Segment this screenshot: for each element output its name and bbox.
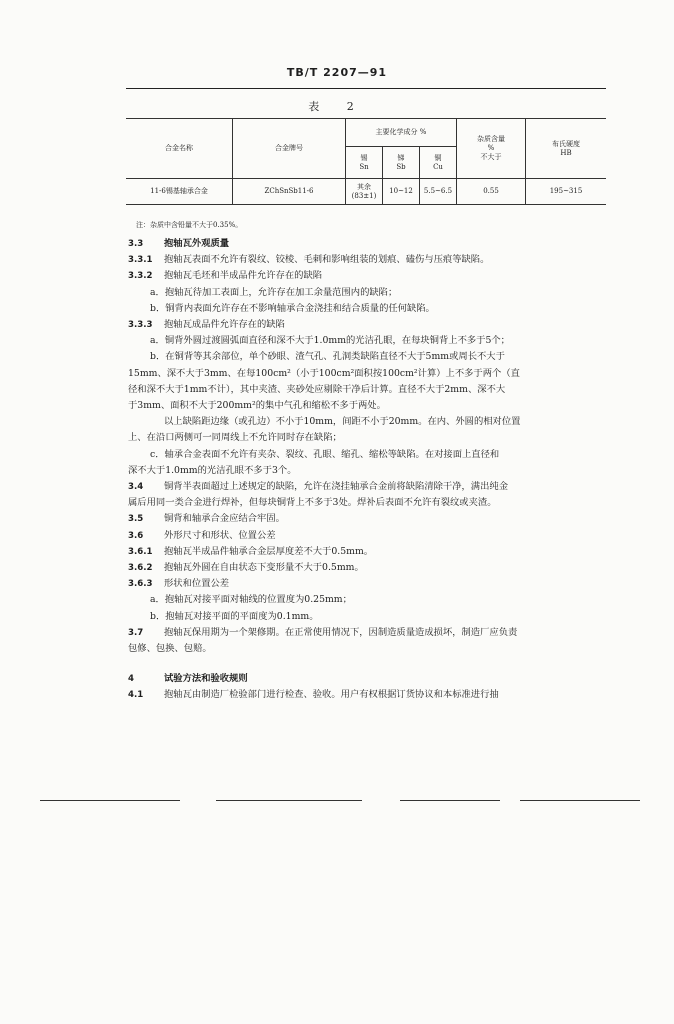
paragraph-line (128, 528, 606, 544)
cu-cn: 铜 (434, 153, 442, 162)
cell-sb: 10~12 (383, 179, 420, 205)
section-number: 3.3.3 (128, 320, 153, 331)
section-number: 4.1 (128, 690, 144, 701)
header-rule (126, 88, 606, 89)
cell-alloy-name: 11-6锡基轴承合金 (126, 179, 233, 205)
paragraph-line (128, 479, 606, 495)
cell-sn (346, 179, 383, 205)
paragraph-text: b．抱轴瓦对接平面的平面度为0.1mm。 (150, 610, 319, 622)
table-title: 表 2 (308, 100, 366, 113)
paragraph-text: 15mm、深不大于3mm、在每100cm²（小于100cm²面积按100cm²计算）上不多于两个（直 (128, 367, 520, 379)
paragraph-line (128, 382, 606, 398)
paragraph-line (128, 560, 606, 576)
cell-cu: 5.5~6.5 (420, 179, 457, 205)
impurity-note: 不大于 (480, 152, 502, 161)
paragraph-text: a．抱轴瓦对接平面对轴线的位置度为0.25mm； (150, 594, 352, 606)
paragraph-text: 于3mm、面积不大于200mm²的集中气孔和缩松不多于两处。 (128, 400, 386, 412)
col-header-impurity (457, 119, 526, 179)
paragraph-text: a．铜背外圆过渡圆弧面直径和深不大于1.0mm的光洁孔眼，在每块铜背上不多于5个； (150, 335, 510, 347)
paragraph-line (128, 349, 606, 365)
section-heading-text: 铜背半表面超过上述规定的缺陷，允许在浇挂轴承合金前将缺陷清除干净，满出纯金 (164, 481, 508, 493)
paragraph-line (128, 236, 606, 252)
impurity-label: 杂质含量 (477, 135, 505, 144)
divider-line (40, 800, 180, 801)
paragraph-line (128, 671, 606, 687)
col-header-hardness (526, 119, 607, 179)
table-note: 注：杂质中含铅量不大于0.35%。 (136, 221, 243, 229)
paragraph-text: 属后用同一类合金进行焊补，但每块铜背上不多于3处。焊补后表面不允许有裂纹或夹渣。 (128, 497, 497, 509)
paragraph-line (128, 463, 606, 479)
paragraph-line (128, 592, 606, 608)
paragraph-text: 深不大于1.0mm的光洁孔眼不多于3个。 (128, 464, 297, 476)
section-heading-text: 抱轴瓦成品件允许存在的缺陷 (164, 319, 285, 331)
paragraph-line (128, 398, 606, 414)
paragraph-line (128, 511, 606, 527)
paragraph-line (128, 414, 606, 430)
paragraph-line (128, 544, 606, 560)
col-header-main-composition: 主要化学成分 % (346, 119, 457, 147)
paragraph-text: 以上缺陷距边缘（或孔边）不小于10mm，间距不小于20mm。在内、外圆的相对位置 (164, 416, 521, 428)
alloy-composition-table (126, 118, 606, 205)
section-heading-text: 抱轴瓦表面不允许有裂纹、铰棱、毛刺和影响组装的划痕、磕伤与压痕等缺陷。 (164, 254, 490, 266)
divider-line (400, 800, 500, 801)
col-header-alloy-grade: 合金牌号 (233, 119, 346, 179)
paragraph-line (128, 268, 606, 284)
paragraph-line (128, 687, 606, 703)
section-heading-text: 形状和位置公差 (164, 578, 230, 590)
section-number: 3.7 (128, 627, 144, 638)
section-number: 3.5 (128, 514, 144, 525)
section-number: 3.6 (128, 530, 144, 541)
paragraph-line (128, 576, 606, 592)
sn-symbol: Sn (359, 162, 369, 171)
section-number: 3.3 (128, 239, 144, 249)
sub-header-sn (346, 147, 383, 179)
section-heading-text: 抱轴瓦外圆在自由状态下变形量不大于0.5mm。 (164, 562, 364, 574)
section-heading-text: 抱轴瓦外观质量 (164, 238, 230, 249)
section-number: 3.3.2 (128, 271, 153, 282)
sub-header-cu (420, 147, 457, 179)
paragraph-line (128, 430, 606, 446)
section-number: 3.4 (128, 482, 144, 493)
paragraph-line (128, 285, 606, 301)
paragraph-text: 上、在沿口两侧可一同周线上不允许同时存在缺陷； (128, 432, 342, 444)
hardness-unit: HB (560, 148, 572, 157)
sb-symbol: Sb (396, 162, 406, 171)
divider-line (520, 800, 640, 801)
section-heading-text: 抱轴瓦保用期为一个架修期。在正常使用情况下，因制造质量造成损坏，制造厂应负责 (164, 626, 518, 638)
section-heading-text: 外形尺寸和形状、位置公差 (164, 529, 276, 541)
page-header-code: TB/T 2207—91 (286, 66, 388, 79)
cell-hardness: 195~315 (526, 179, 607, 205)
section-heading-text: 抱轴瓦半成品件轴承合金层厚度差不大于0.5mm。 (164, 545, 374, 557)
paragraph-text: a．抱轴瓦待加工表面上，允许存在加工余量范围内的缺陷； (150, 286, 398, 298)
section-heading-text: 抱轴瓦由制造厂检验部门进行检查、验收。用户有权根据订货协议和本标准进行抽 (164, 689, 499, 701)
paragraph-text: b．在铜背等其余部位，单个砂眼、渣气孔、孔洞类缺陷直径不大于5mm或周长不大于 (150, 351, 505, 363)
paragraph-line (128, 366, 606, 382)
sn-value: 其余 (357, 182, 371, 191)
paragraph-line (128, 609, 606, 625)
paragraph-text: c．轴承合金表面不允许有夹杂、裂纹、孔眼、缩孔、缩松等缺陷。在对接面上直径和 (150, 448, 500, 460)
sb-cn: 锑 (397, 153, 405, 162)
section-heading-text: 抱轴瓦毛坯和半成品件允许存在的缺陷 (164, 270, 323, 282)
section-number: 3.6.3 (128, 579, 153, 590)
section-heading-text: 试验方法和验收规则 (164, 673, 248, 685)
paragraph-line (128, 625, 606, 641)
divider-line (216, 800, 362, 801)
col-header-alloy-name: 合金名称 (126, 119, 233, 179)
section-number: 3.3.1 (128, 255, 153, 266)
paragraph-text: b．铜背内表面允许存在不影响轴承合金浇挂和结合质量的任何缺陷。 (150, 302, 435, 314)
section-number: 3.6.1 (128, 546, 153, 557)
paragraph-line (128, 301, 606, 317)
section-number: 3.6.2 (128, 563, 153, 574)
cu-symbol: Cu (433, 162, 443, 171)
section-heading-text: 铜背和轴承合金应结合牢固。 (164, 513, 285, 525)
document-body (128, 236, 606, 704)
sub-header-sb (383, 147, 420, 179)
paragraph-text: 包修、包换、包赔。 (128, 643, 212, 655)
impurity-unit: % (487, 144, 495, 153)
cell-alloy-grade: ZChSnSb11-6 (233, 179, 346, 205)
paragraph-line (128, 317, 606, 333)
paragraph-line (128, 495, 606, 511)
hardness-label: 布氏硬度 (552, 139, 580, 148)
paragraph-text: 径和深不大于1mm不计），其中夹渣、夹砂处应剔除干净后计算。直径不大于2mm、深不大 (128, 383, 506, 395)
cell-impurity: 0.55 (457, 179, 526, 205)
sn-cn: 锡 (360, 153, 368, 162)
paragraph-line (128, 447, 606, 463)
paragraph-line (128, 641, 606, 657)
paragraph-line (128, 333, 606, 349)
paragraph-line (128, 252, 606, 268)
table-row (126, 179, 606, 205)
sn-range: (83±1) (351, 191, 377, 200)
section-number: 4 (128, 674, 134, 685)
